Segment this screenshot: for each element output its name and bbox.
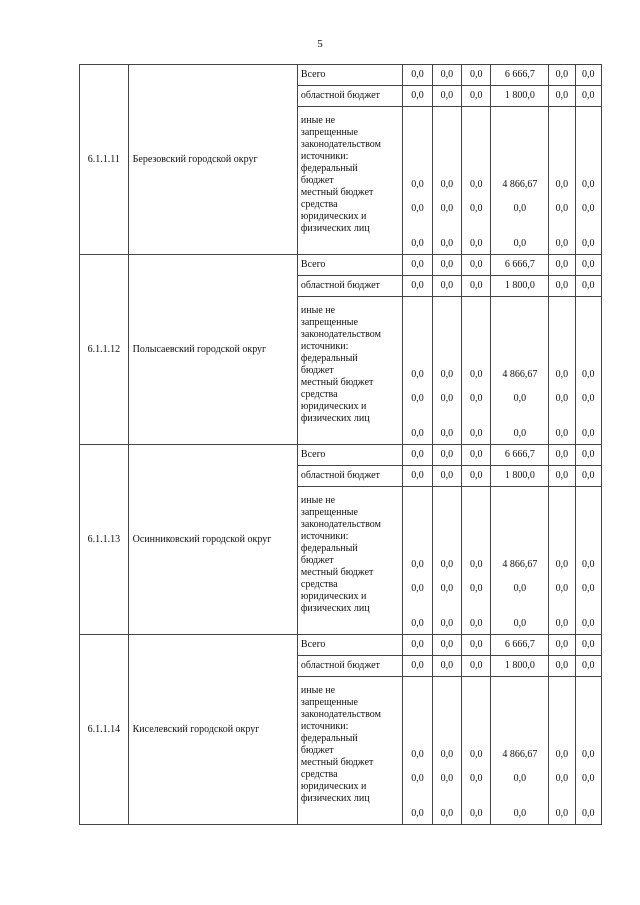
value-local: 0,0	[555, 582, 569, 594]
source-other-line: законодательством	[300, 139, 381, 150]
municipality-name: Полысаевский городской округ	[128, 255, 297, 445]
page-number: 5	[317, 38, 323, 50]
value-regional: 0,0	[549, 656, 575, 677]
value-regional: 0,0	[432, 276, 461, 297]
source-other-line: законодательством	[300, 329, 381, 340]
value-local: 0,0	[555, 772, 569, 784]
source-other-line: иные не	[300, 685, 336, 696]
value-total: 0,0	[432, 635, 461, 656]
value-total: 0,0	[549, 65, 575, 86]
value-total: 0,0	[403, 635, 432, 656]
source-other-line: бюджет	[300, 745, 334, 756]
value-private: 0,0	[513, 238, 527, 249]
value-total: 0,0	[432, 445, 461, 466]
value-regional: 0,0	[403, 466, 432, 487]
source-total-label: Всего	[297, 255, 402, 276]
value-other-cell	[403, 677, 432, 825]
value-other-cell	[549, 487, 575, 635]
value-other-cell	[575, 297, 601, 445]
value-other-cell	[549, 107, 575, 255]
source-other-line: юридических и	[300, 781, 367, 792]
source-other-line: запрещенные	[300, 507, 358, 518]
value-regional: 0,0	[403, 656, 432, 677]
value-local: 0,0	[513, 582, 527, 594]
source-other-line: местный бюджет	[300, 377, 374, 388]
value-regional: 1 800,0	[491, 466, 549, 487]
value-regional: 0,0	[403, 86, 432, 107]
value-other-cell	[491, 297, 549, 445]
source-other-line: запрещенные	[300, 697, 358, 708]
value-private: 0,0	[440, 428, 454, 439]
table-row-total	[80, 255, 602, 276]
value-other-cell	[403, 487, 432, 635]
value-total: 6 666,7	[491, 635, 549, 656]
source-other-line: источники:	[300, 341, 349, 352]
value-total: 0,0	[432, 65, 461, 86]
value-total: 0,0	[575, 635, 601, 656]
value-federal: 0,0	[440, 559, 454, 571]
source-other-line: средства	[300, 769, 338, 780]
municipality-name: Киселевский городской округ	[128, 635, 297, 825]
source-other-line: запрещенные	[300, 127, 358, 138]
value-local: 0,0	[582, 582, 595, 594]
source-other-line: источники:	[300, 151, 349, 162]
source-other-label	[297, 297, 402, 445]
value-other-cell	[575, 107, 601, 255]
value-private: 0,0	[582, 428, 595, 439]
value-federal: 0,0	[440, 179, 454, 191]
value-local: 0,0	[411, 582, 424, 594]
value-federal: 0,0	[582, 559, 595, 571]
value-federal: 0,0	[582, 749, 595, 761]
value-private: 0,0	[582, 618, 595, 629]
value-total: 0,0	[575, 445, 601, 466]
value-federal: 0,0	[440, 369, 454, 381]
value-local: 0,0	[411, 202, 424, 214]
value-private: 0,0	[470, 808, 483, 819]
value-local: 0,0	[582, 772, 595, 784]
value-regional: 0,0	[462, 276, 491, 297]
value-private: 0,0	[440, 808, 454, 819]
value-other-cell	[575, 677, 601, 825]
value-private: 0,0	[470, 428, 483, 439]
value-regional: 0,0	[403, 276, 432, 297]
source-other-line: юридических и	[300, 591, 367, 602]
budget-table-body	[80, 65, 602, 825]
value-other-cell	[462, 297, 491, 445]
value-local: 0,0	[440, 202, 454, 214]
value-private: 0,0	[513, 428, 527, 439]
value-federal: 0,0	[470, 749, 483, 761]
value-regional: 0,0	[432, 466, 461, 487]
value-other-cell	[462, 487, 491, 635]
value-total: 6 666,7	[491, 65, 549, 86]
source-total-label: Всего	[297, 65, 402, 86]
value-regional: 0,0	[549, 466, 575, 487]
value-federal: 4 866,67	[502, 749, 538, 761]
source-other-line: юридических и	[300, 401, 367, 412]
value-private: 0,0	[513, 618, 527, 629]
value-total: 6 666,7	[491, 445, 549, 466]
value-regional: 0,0	[462, 656, 491, 677]
value-local: 0,0	[582, 392, 595, 404]
value-local: 0,0	[582, 202, 595, 214]
value-other-cell	[403, 107, 432, 255]
value-federal: 4 866,67	[502, 369, 538, 381]
municipality-code: 6.1.1.12	[80, 255, 129, 445]
value-federal: 0,0	[582, 179, 595, 191]
value-private: 0,0	[470, 238, 483, 249]
source-other-line: физических лиц	[300, 413, 370, 424]
value-local: 0,0	[470, 772, 483, 784]
source-other-line: средства	[300, 199, 338, 210]
source-other-line: бюджет	[300, 365, 334, 376]
value-local: 0,0	[555, 392, 569, 404]
value-regional: 0,0	[575, 86, 601, 107]
value-local: 0,0	[513, 202, 527, 214]
value-local: 0,0	[555, 202, 569, 214]
source-other-line: законодательством	[300, 519, 381, 530]
source-other-line: федеральный	[300, 163, 358, 174]
value-regional: 0,0	[462, 466, 491, 487]
municipality-name: Березовский городской округ	[128, 65, 297, 255]
source-other-line: иные не	[300, 305, 336, 316]
value-other-cell	[432, 297, 461, 445]
source-other-line: средства	[300, 579, 338, 590]
value-regional: 0,0	[549, 86, 575, 107]
value-total: 0,0	[575, 255, 601, 276]
value-federal: 4 866,67	[502, 179, 538, 191]
value-total: 0,0	[462, 255, 491, 276]
municipality-code: 6.1.1.13	[80, 445, 129, 635]
value-local: 0,0	[470, 582, 483, 594]
value-total: 0,0	[549, 445, 575, 466]
value-total: 0,0	[462, 635, 491, 656]
source-other-line: запрещенные	[300, 317, 358, 328]
value-federal: 0,0	[440, 749, 454, 761]
source-other-line: местный бюджет	[300, 757, 374, 768]
value-federal: 0,0	[411, 369, 424, 381]
value-federal: 0,0	[470, 179, 483, 191]
source-regional-label: областной бюджет	[297, 466, 402, 487]
value-other-cell	[432, 677, 461, 825]
source-other-line: федеральный	[300, 353, 358, 364]
value-total: 0,0	[462, 445, 491, 466]
source-other-line: источники:	[300, 531, 349, 542]
value-private: 0,0	[411, 428, 424, 439]
value-local: 0,0	[411, 772, 424, 784]
value-federal: 4 866,67	[502, 559, 538, 571]
value-federal: 0,0	[470, 369, 483, 381]
source-other-line: физических лиц	[300, 603, 370, 614]
value-private: 0,0	[513, 808, 527, 819]
value-private: 0,0	[555, 238, 569, 249]
source-other-label	[297, 487, 402, 635]
municipality-name: Осинниковский городской округ	[128, 445, 297, 635]
value-federal: 0,0	[582, 369, 595, 381]
source-other-line: федеральный	[300, 543, 358, 554]
source-regional-label: областной бюджет	[297, 656, 402, 677]
source-other-line: физических лиц	[300, 793, 370, 804]
value-private: 0,0	[411, 618, 424, 629]
value-other-cell	[462, 107, 491, 255]
value-local: 0,0	[440, 772, 454, 784]
value-federal: 0,0	[555, 369, 569, 381]
value-other-cell	[403, 297, 432, 445]
source-other-line: бюджет	[300, 555, 334, 566]
source-other-line: источники:	[300, 721, 349, 732]
value-regional: 1 800,0	[491, 656, 549, 677]
value-local: 0,0	[513, 772, 527, 784]
value-local: 0,0	[470, 392, 483, 404]
value-regional: 0,0	[549, 276, 575, 297]
source-other-line: физических лиц	[300, 223, 370, 234]
value-other-cell	[549, 297, 575, 445]
source-other-label	[297, 677, 402, 825]
value-total: 0,0	[575, 65, 601, 86]
value-regional: 0,0	[462, 86, 491, 107]
source-regional-label: областной бюджет	[297, 276, 402, 297]
value-other-cell	[549, 677, 575, 825]
value-other-cell	[432, 107, 461, 255]
value-other-cell	[575, 487, 601, 635]
table-row-total	[80, 445, 602, 466]
value-total: 0,0	[549, 635, 575, 656]
table-row-total	[80, 635, 602, 656]
value-private: 0,0	[440, 618, 454, 629]
value-private: 0,0	[555, 618, 569, 629]
value-private: 0,0	[582, 238, 595, 249]
value-regional: 0,0	[575, 276, 601, 297]
value-regional: 0,0	[432, 86, 461, 107]
value-private: 0,0	[582, 808, 595, 819]
value-total: 0,0	[432, 255, 461, 276]
value-private: 0,0	[555, 428, 569, 439]
value-total: 0,0	[549, 255, 575, 276]
source-other-line: юридических и	[300, 211, 367, 222]
value-federal: 0,0	[411, 559, 424, 571]
value-federal: 0,0	[555, 179, 569, 191]
source-other-line: иные не	[300, 495, 336, 506]
value-federal: 0,0	[411, 179, 424, 191]
source-total-label: Всего	[297, 635, 402, 656]
municipality-code: 6.1.1.11	[80, 65, 129, 255]
source-other-label	[297, 107, 402, 255]
value-local: 0,0	[411, 392, 424, 404]
value-federal: 0,0	[555, 559, 569, 571]
source-other-line: иные не	[300, 115, 336, 126]
value-local: 0,0	[440, 582, 454, 594]
value-federal: 0,0	[555, 749, 569, 761]
source-other-line: федеральный	[300, 733, 358, 744]
source-regional-label: областной бюджет	[297, 86, 402, 107]
source-other-line: бюджет	[300, 175, 334, 186]
value-federal: 0,0	[470, 559, 483, 571]
value-total: 0,0	[403, 445, 432, 466]
value-private: 0,0	[411, 238, 424, 249]
value-regional: 1 800,0	[491, 86, 549, 107]
source-other-line: средства	[300, 389, 338, 400]
value-total: 0,0	[462, 65, 491, 86]
value-regional: 0,0	[575, 656, 601, 677]
value-federal: 0,0	[411, 749, 424, 761]
value-regional: 1 800,0	[491, 276, 549, 297]
value-local: 0,0	[440, 392, 454, 404]
source-other-line: законодательством	[300, 709, 381, 720]
source-other-line: местный бюджет	[300, 187, 374, 198]
value-private: 0,0	[411, 808, 424, 819]
value-regional: 0,0	[575, 466, 601, 487]
value-private: 0,0	[555, 808, 569, 819]
table-row-total	[80, 65, 602, 86]
source-other-line: местный бюджет	[300, 567, 374, 578]
value-other-cell	[432, 487, 461, 635]
value-other-cell	[491, 677, 549, 825]
value-regional: 0,0	[432, 656, 461, 677]
value-total: 0,0	[403, 65, 432, 86]
budget-table	[79, 64, 602, 825]
value-other-cell	[491, 487, 549, 635]
value-private: 0,0	[440, 238, 454, 249]
value-local: 0,0	[513, 392, 527, 404]
value-private: 0,0	[470, 618, 483, 629]
value-total: 6 666,7	[491, 255, 549, 276]
municipality-code: 6.1.1.14	[80, 635, 129, 825]
value-other-cell	[462, 677, 491, 825]
value-other-cell	[491, 107, 549, 255]
value-local: 0,0	[470, 202, 483, 214]
source-total-label: Всего	[297, 445, 402, 466]
value-total: 0,0	[403, 255, 432, 276]
